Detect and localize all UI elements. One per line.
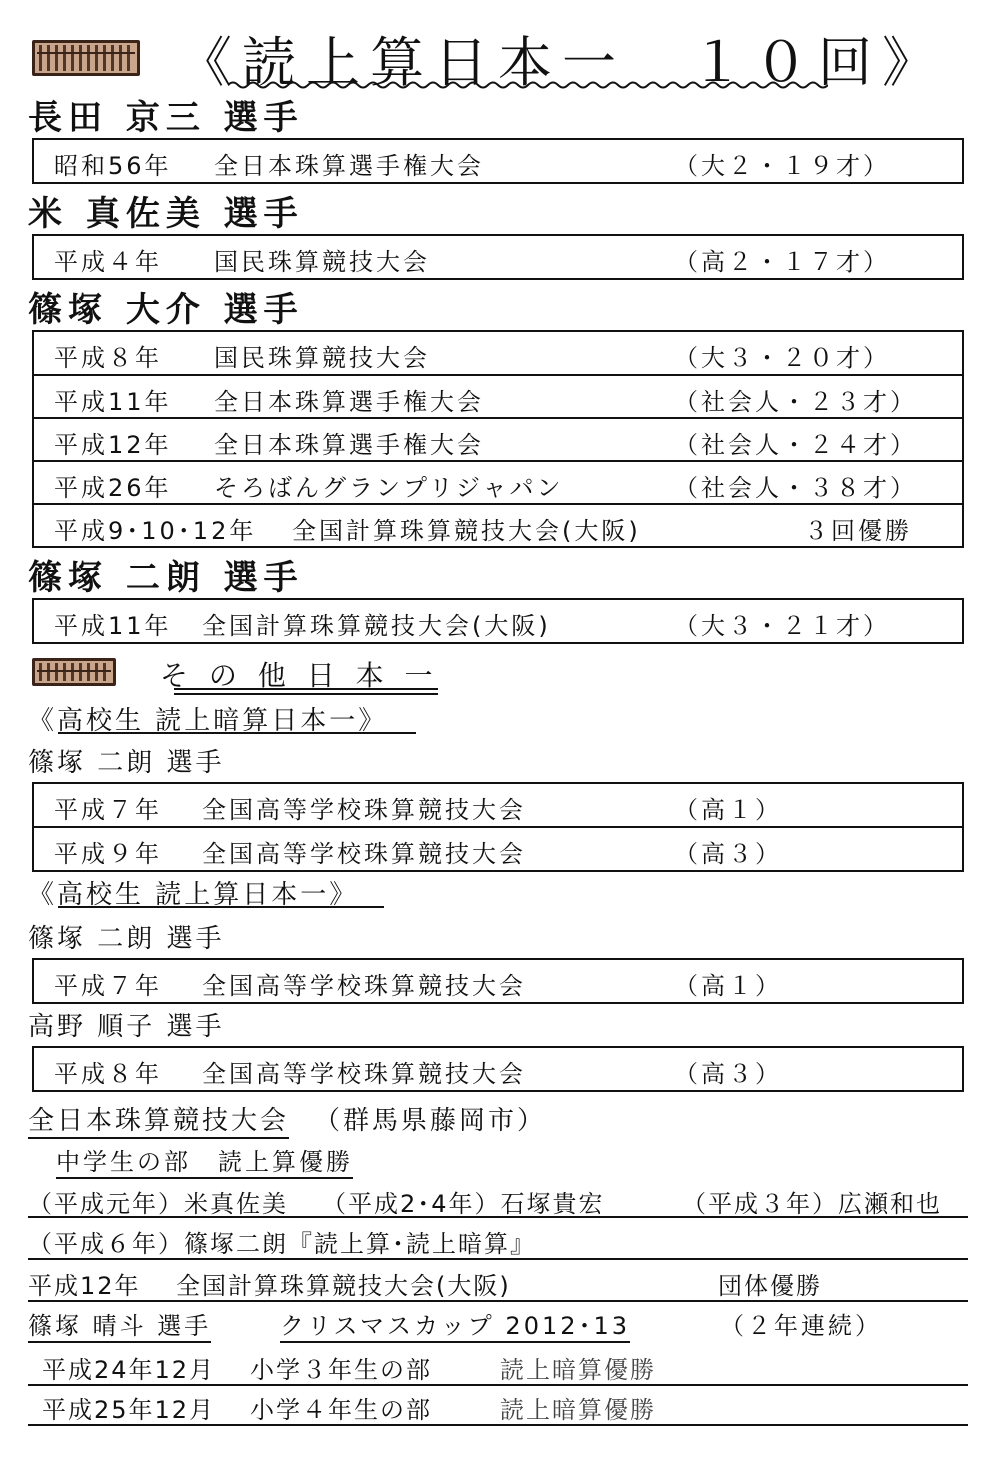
record-row bbox=[34, 140, 962, 182]
page-title: 《読上算日本一 １０回》 bbox=[178, 31, 946, 94]
record-age: （社会人・２４才） bbox=[674, 431, 917, 459]
record-result: 読上暗算優勝 bbox=[500, 1356, 656, 1384]
record-year: 平成７年 bbox=[54, 972, 162, 1000]
record-row bbox=[34, 374, 962, 417]
record-table bbox=[32, 234, 964, 280]
record-age: （大２・１９才） bbox=[674, 152, 890, 180]
record-grade: （高１） bbox=[674, 796, 782, 824]
record-event: 全日本珠算選手権大会 bbox=[214, 431, 484, 459]
record-event: 全国高等学校珠算競技大会 bbox=[202, 972, 526, 1000]
winner-entry: （平成３年）広瀬和也 bbox=[682, 1190, 942, 1218]
record-row bbox=[34, 1048, 962, 1090]
record-row bbox=[34, 417, 962, 460]
record-age: （大３・２１才） bbox=[674, 612, 890, 640]
record-result: ３回優勝 bbox=[804, 517, 912, 545]
subsection-underline bbox=[58, 732, 416, 734]
abacus-icon bbox=[32, 658, 116, 686]
team-year: 平成12年 bbox=[28, 1272, 141, 1300]
record-date: 平成24年12月 bbox=[42, 1356, 216, 1384]
record-event: 全日本珠算選手権大会 bbox=[214, 388, 484, 416]
record-row bbox=[34, 503, 962, 546]
winner-entry: （平成2･4年）石塚貴宏 bbox=[322, 1190, 605, 1218]
divider bbox=[28, 1216, 968, 1218]
record-table bbox=[32, 782, 964, 872]
record-year: 平成４年 bbox=[54, 248, 162, 276]
record-event: 全日本珠算選手権大会 bbox=[214, 152, 484, 180]
record-event: 全国高等学校珠算競技大会 bbox=[202, 796, 526, 824]
record-event: 国民珠算競技大会 bbox=[214, 248, 430, 276]
record-row bbox=[34, 826, 962, 870]
record-age: （高２・１７才） bbox=[674, 248, 890, 276]
player-name: 篠塚 二朗 選手 bbox=[28, 924, 225, 954]
record-year: 平成11年 bbox=[54, 612, 172, 640]
record-row bbox=[34, 784, 962, 826]
record-year: 平成９年 bbox=[54, 840, 162, 868]
record-event: 全国高等学校珠算競技大会 bbox=[202, 1060, 526, 1088]
event-name: 全日本珠算競技大会 bbox=[28, 1100, 289, 1139]
heading-underline bbox=[174, 693, 438, 695]
player-name: 米 真佐美 選手 bbox=[28, 194, 304, 234]
team-result: 団体優勝 bbox=[718, 1272, 822, 1300]
division-title: 中学生の部 読上算優勝 bbox=[56, 1142, 353, 1179]
divider bbox=[28, 1300, 968, 1302]
winner-entry: （平成元年）米真佐美 bbox=[28, 1190, 288, 1218]
record-age: （社会人・３８才） bbox=[674, 474, 917, 502]
record-year: 平成８年 bbox=[54, 1060, 162, 1088]
record-grade: （高３） bbox=[674, 840, 782, 868]
record-year: 平成12年 bbox=[54, 431, 172, 459]
record-table bbox=[32, 1046, 964, 1092]
record-table bbox=[32, 138, 964, 184]
event-place: （群馬県藤岡市） bbox=[314, 1106, 547, 1136]
divider bbox=[28, 1424, 968, 1426]
record-event: 国民珠算競技大会 bbox=[214, 344, 430, 372]
record-event: 全国計算珠算競技大会(大阪) bbox=[202, 612, 551, 640]
player-name: 篠塚 二朗 選手 bbox=[28, 558, 304, 598]
player-name: 篠塚 晴斗 選手 bbox=[28, 1306, 211, 1343]
record-year: 平成７年 bbox=[54, 796, 162, 824]
record-division: 小学４年生の部 bbox=[250, 1396, 432, 1424]
record-year: 平成８年 bbox=[54, 344, 162, 372]
section-heading: そ の 他 日 本 一 bbox=[160, 659, 439, 692]
divider bbox=[28, 1384, 968, 1386]
record-row bbox=[34, 236, 962, 278]
subsection-title: 《高校生 読上算日本一》 bbox=[28, 880, 359, 910]
title-wavy-underline bbox=[228, 80, 828, 90]
record-table bbox=[32, 958, 964, 1004]
record-row bbox=[34, 460, 962, 503]
record-grade: （高１） bbox=[674, 972, 782, 1000]
heading-underline bbox=[174, 688, 438, 690]
player-name: 高野 順子 選手 bbox=[28, 1012, 225, 1042]
player-name: 篠塚 二朗 選手 bbox=[28, 748, 225, 778]
abacus-icon bbox=[32, 40, 140, 76]
record-year: 平成26年 bbox=[54, 474, 172, 502]
record-event: 全国高等学校珠算競技大会 bbox=[202, 840, 526, 868]
record-row bbox=[34, 960, 962, 1002]
record-table bbox=[32, 598, 964, 644]
subsection-title: 《高校生 読上暗算日本一》 bbox=[28, 706, 388, 736]
record-event: そろばんグランプリジャパン bbox=[214, 474, 564, 502]
record-event: 全国計算珠算競技大会(大阪) bbox=[292, 517, 641, 545]
winner-entry: （平成６年）篠塚二朗『読上算･読上暗算』 bbox=[28, 1230, 536, 1258]
record-year: 平成9･10･12年 bbox=[54, 517, 257, 545]
player-name: 篠塚 大介 選手 bbox=[28, 290, 304, 330]
subsection-underline bbox=[58, 906, 384, 908]
record-age: （大３・２０才） bbox=[674, 344, 890, 372]
cup-name: クリスマスカップ 2012･13 bbox=[280, 1306, 630, 1343]
record-table bbox=[32, 330, 964, 548]
record-result: 読上暗算優勝 bbox=[500, 1396, 656, 1424]
record-division: 小学３年生の部 bbox=[250, 1356, 432, 1384]
record-age: （社会人・２３才） bbox=[674, 388, 917, 416]
record-date: 平成25年12月 bbox=[42, 1396, 216, 1424]
record-year: 昭和56年 bbox=[54, 152, 172, 180]
divider bbox=[28, 1258, 968, 1260]
record-grade: （高３） bbox=[674, 1060, 782, 1088]
cup-note: （２年連続） bbox=[720, 1312, 882, 1340]
record-year: 平成11年 bbox=[54, 388, 172, 416]
record-row bbox=[34, 332, 962, 374]
player-name: 長田 京三 選手 bbox=[28, 98, 304, 138]
record-row bbox=[34, 600, 962, 642]
team-event: 全国計算珠算競技大会(大阪) bbox=[176, 1272, 511, 1300]
